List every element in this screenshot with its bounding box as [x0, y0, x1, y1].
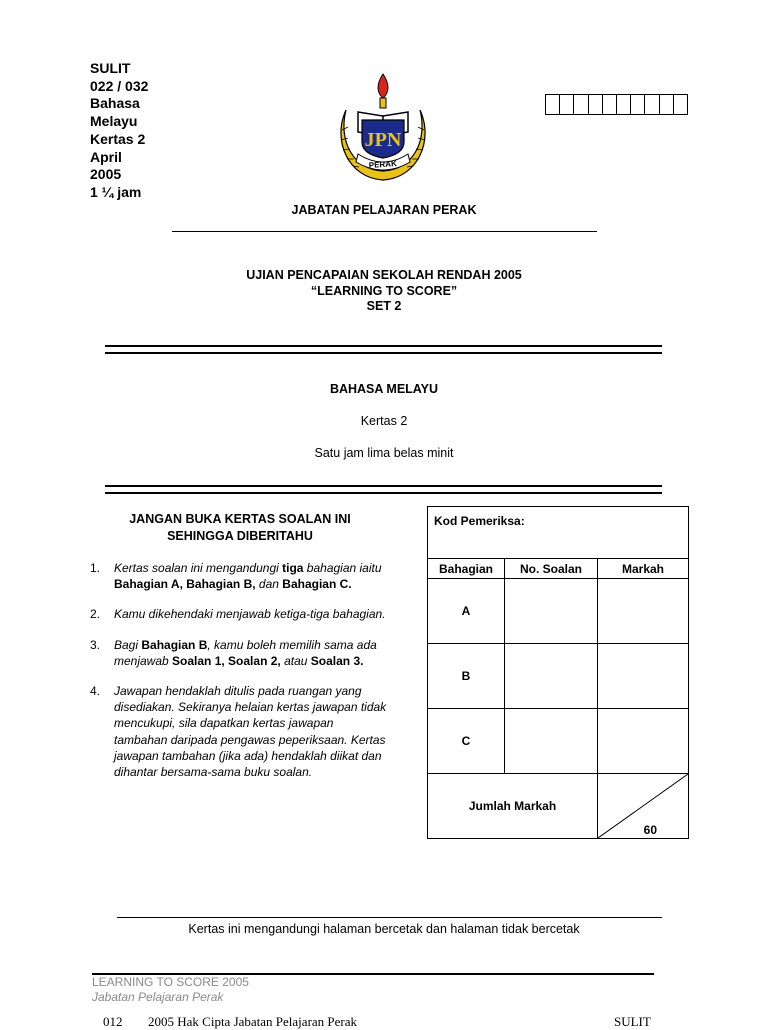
header-line: 022 / 032	[90, 77, 149, 94]
header-line: 1 ¼ jam	[90, 183, 142, 200]
column-header-markah: Markah	[598, 559, 689, 579]
divider-line	[172, 231, 597, 232]
instruction-text: Kertas soalan ini mengandungi tiga bahagian iaitu Bahagian A, Bahagian B, dan Bahagian C.	[114, 561, 382, 592]
marks-cell[interactable]	[598, 709, 689, 774]
header-line: April	[90, 148, 122, 165]
paper-header-block	[90, 60, 148, 202]
total-marks-cell[interactable]	[598, 774, 689, 839]
section-label: A	[428, 579, 505, 644]
candidate-box[interactable]	[645, 95, 659, 114]
paper-label: Kertas 2	[360, 414, 408, 428]
question-number-cell[interactable]	[505, 579, 598, 644]
header-line: SULIT	[90, 60, 131, 76]
instruction-item	[90, 637, 390, 669]
instruction-item	[90, 560, 390, 592]
double-rule	[105, 345, 662, 354]
exam-set: SET 2	[366, 299, 402, 313]
examiner-code-cell[interactable]: Kod Pemeriksa:	[428, 507, 689, 559]
question-number-cell[interactable]	[505, 709, 598, 774]
instruction-text: Jawapan hendaklah ditulis pada ruangan yang disediakan. Sekiranya helaian kertas jawapan tidak mencukupi, sila dapatkan kertas jawapan tambahan daripada pengawas peperiksaan. Kertas jawapan tambahan (jika ada) hendaklah diikat dan dihantar bersama-sama buku soalan.	[114, 684, 387, 780]
do-not-open-warning: JANGAN BUKA KERTAS SOALAN INI SEHINGGA DIBERITAHU	[129, 512, 351, 543]
marks-cell[interactable]	[598, 644, 689, 709]
candidate-box[interactable]	[603, 95, 617, 114]
question-number-cell[interactable]	[505, 644, 598, 709]
instruction-number: 2.	[90, 607, 101, 622]
logo-ribbon-text: PERAK	[368, 159, 398, 170]
column-header-bahagian: Bahagian	[428, 559, 505, 579]
candidate-box[interactable]	[574, 95, 588, 114]
header-line: 2005	[90, 166, 122, 183]
candidate-box[interactable]	[674, 95, 687, 114]
candidate-box[interactable]	[660, 95, 674, 114]
footer-sulit: SULIT	[614, 1014, 651, 1029]
instruction-text: Kamu dikehendaki menjawab ketiga-tiga bahagian.	[114, 607, 386, 622]
header-line: Melayu	[90, 113, 138, 130]
marks-cell[interactable]	[598, 579, 689, 644]
footer-copyright: 2005 Hak Cipta Jabatan Pelajaran Perak	[148, 1014, 358, 1029]
exam-title-block	[0, 268, 768, 315]
duration-label: Satu jam lima belas minit	[314, 446, 454, 460]
candidate-number-boxes[interactable]	[545, 94, 688, 115]
section-label: C	[428, 709, 505, 774]
candidate-box[interactable]	[631, 95, 645, 114]
divider-line	[117, 917, 662, 918]
instruction-number: 4.	[90, 684, 101, 699]
instruction-item	[90, 606, 390, 622]
jpn-perak-logo	[328, 70, 438, 185]
header-line: Kertas 2	[90, 130, 146, 147]
footer-code: 012	[103, 1014, 123, 1029]
instructions-list	[90, 560, 390, 794]
candidate-box[interactable]	[589, 95, 603, 114]
total-marks-value: 60	[643, 823, 657, 837]
double-rule	[105, 485, 662, 494]
examiner-marks-table	[427, 506, 689, 839]
footer-brand: LEARNING TO SCORE 2005	[92, 975, 249, 989]
total-marks-label: Jumlah Markah	[428, 774, 598, 839]
instruction-number: 3.	[90, 637, 101, 652]
footer-department: Jabatan Pelajaran Perak	[92, 990, 224, 1004]
logo-initials: JPN	[364, 129, 402, 151]
header-line: Bahasa	[90, 95, 140, 112]
exam-title-line: UJIAN PENCAPAIAN SEKOLAH RENDAH 2005	[246, 268, 522, 282]
instruction-item	[90, 683, 390, 780]
pages-note: Kertas ini mengandungi halaman bercetak dan halaman tidak bercetak	[188, 922, 580, 936]
subject-title: BAHASA MELAYU	[329, 382, 439, 396]
candidate-box[interactable]	[617, 95, 631, 114]
department-title: JABATAN PELAJARAN PERAK	[291, 203, 477, 217]
exam-title-line: “LEARNING TO SCORE”	[310, 283, 458, 298]
candidate-box[interactable]	[546, 95, 560, 114]
instruction-text: Bagi Bahagian B, kamu boleh memilih sama ada menjawab Soalan 1, Soalan 2, atau Soalan 3.	[114, 637, 377, 668]
section-label: B	[428, 644, 505, 709]
candidate-box[interactable]	[560, 95, 574, 114]
instruction-number: 1.	[90, 561, 101, 575]
column-header-no-soalan: No. Soalan	[505, 559, 598, 579]
